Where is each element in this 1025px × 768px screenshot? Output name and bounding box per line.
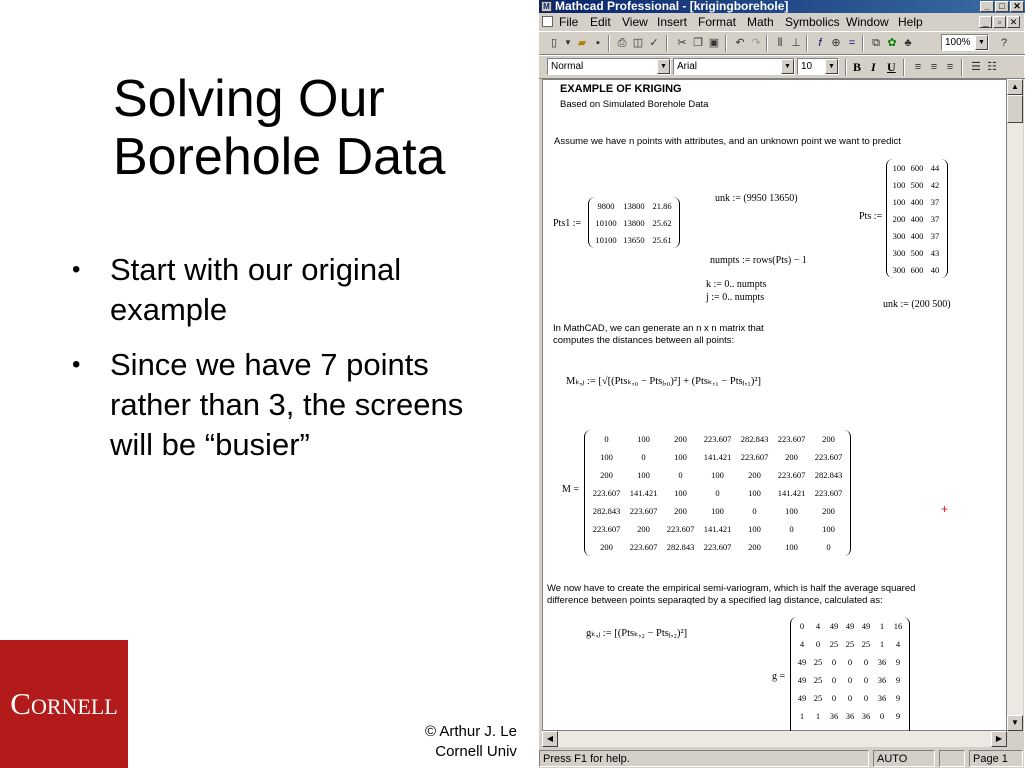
matrix-cell: 42 <box>930 179 940 190</box>
print-icon[interactable]: ⎙ <box>617 37 627 49</box>
matrix-cell: 25.61 <box>652 234 672 245</box>
matrix-row <box>588 484 847 502</box>
matrix-cell: 141.421 <box>703 524 732 534</box>
matrix-cell: 0 <box>847 675 853 685</box>
matrix-cell: 1 <box>815 711 821 721</box>
matrix-cell: 200 <box>637 524 650 534</box>
matrix-cell: 16 <box>893 621 903 631</box>
bullet-list-icon[interactable]: ☰ <box>971 61 981 73</box>
matrix-cell: 9 <box>895 693 901 703</box>
matrix-cell: 49 <box>845 621 855 631</box>
matrix-cell: 13800 <box>623 217 645 228</box>
matrix-cell: 300 <box>892 247 906 258</box>
document-icon[interactable] <box>542 16 553 27</box>
matrix-cell: 0 <box>863 675 869 685</box>
matrix-cell: 223.607 <box>777 470 806 480</box>
help-icon[interactable]: ? <box>1000 37 1008 49</box>
close-icon[interactable]: ✕ <box>1010 1 1024 12</box>
menu-math[interactable]: Math <box>747 15 774 29</box>
matrix-cell: 36 <box>877 675 887 685</box>
worksheet-subheading: Based on Simulated Borehole Data <box>560 99 709 110</box>
window-title: Mathcad Professional - [krigingborehole] <box>555 0 789 13</box>
matrix-cell: 25 <box>829 639 839 649</box>
scroll-up-icon[interactable]: ▲ <box>1007 79 1023 95</box>
matrix-cell: 282.843 <box>666 542 695 552</box>
unk-assignment-2: unk := (200 500) <box>883 299 951 310</box>
distance-formula: Mₖ,ⱼ := [√[(Ptsₖ,₀ − Ptsⱼ,₀)²] + (Ptsₖ,₁ − Ptsⱼ,₁)²] <box>566 376 762 387</box>
align-center-icon[interactable]: ≡ <box>930 61 938 73</box>
horizontal-scrollbar[interactable] <box>542 731 1007 747</box>
matrix-cell: 500 <box>910 247 924 258</box>
matrix-row <box>890 176 944 193</box>
matrix-cell: 200 <box>785 452 798 462</box>
j-range-definition: j := 0.. numpts <box>706 292 765 303</box>
matrix-row <box>588 520 847 538</box>
align-across-icon[interactable]: ⫴ <box>777 37 783 49</box>
matrix-cell: 4 <box>799 639 805 649</box>
cut-icon[interactable]: ✂ <box>677 37 687 49</box>
matrix-row <box>592 231 676 248</box>
align-right-icon[interactable]: ≡ <box>946 61 954 73</box>
matrix-cell: 100 <box>785 542 798 552</box>
style-select[interactable] <box>547 58 671 75</box>
new-document-icon[interactable]: ▯ <box>550 37 558 49</box>
distance-text-line-2: computes the distances between all points: <box>553 335 735 346</box>
matrix-cell: 0 <box>847 657 853 667</box>
matrix-cell: 0 <box>715 488 720 498</box>
matrix-cell: 600 <box>910 264 924 275</box>
matrix-cell: 13650 <box>623 234 645 245</box>
matrix-cell: 223.607 <box>629 542 658 552</box>
doc-minimize-icon[interactable]: _ <box>979 16 992 28</box>
pts1-label: Pts1 := <box>553 218 582 229</box>
insert-component-icon[interactable]: ⧉ <box>872 37 880 49</box>
font-size-value: 10 <box>801 61 813 72</box>
matrix-cell: 141.421 <box>703 452 732 462</box>
matrix-cell: 1 <box>799 711 805 721</box>
matrix-cell: 0 <box>879 711 885 721</box>
matrix-cell: 282.843 <box>814 470 843 480</box>
status-help-text: Press F1 for help. <box>539 750 869 767</box>
bullet-list <box>72 250 492 480</box>
matrix-cell: 9 <box>895 711 901 721</box>
slide-title <box>113 70 533 186</box>
matrix-cell: 0 <box>831 657 837 667</box>
g-label: g = <box>772 671 786 682</box>
matrix-row <box>588 430 847 448</box>
print-preview-icon[interactable]: ◫ <box>632 37 644 49</box>
semivariogram-text-line-2: difference between points separaqted by a specified lag distance, calculated as: <box>547 595 883 606</box>
matrix-cell: 100 <box>785 506 798 516</box>
matrix-cell: 0 <box>789 524 794 534</box>
chevron-down-icon[interactable]: ▼ <box>781 59 794 74</box>
matrix-cell: 25 <box>813 675 823 685</box>
bullet-item: • Start with our original example <box>72 250 492 330</box>
copy-icon[interactable]: ❐ <box>693 37 703 49</box>
matrix-cell: 36 <box>829 711 839 721</box>
matrix-cell: 44 <box>930 162 940 173</box>
matrix-cell: 141.421 <box>629 488 658 498</box>
matrix-cell: 37 <box>930 213 940 224</box>
bold-button[interactable]: B <box>853 60 862 74</box>
matrix-cell: 200 <box>600 470 613 480</box>
matrix-cell: 0 <box>863 657 869 667</box>
footer-line-1: © Arthur J. Le <box>425 723 517 740</box>
matrix-cell: 4 <box>895 639 901 649</box>
matrix-cell: 10100 <box>595 217 617 228</box>
doc-restore-icon[interactable]: ▫ <box>993 16 1006 28</box>
zoom-value: 100% <box>945 37 971 48</box>
matrix-cell: 0 <box>678 470 683 480</box>
matrix-cell: 223.607 <box>592 524 621 534</box>
menu-symbolics[interactable]: Symbolics <box>785 15 840 29</box>
matrix-row <box>794 689 906 707</box>
undo-icon[interactable]: ↶ <box>735 37 745 49</box>
copyright-footer <box>425 722 517 762</box>
k-range-definition: k := 0.. numpts <box>706 279 767 290</box>
matrix-cell: 600 <box>910 162 924 173</box>
intro-text: Assume we have n points with attributes, and an unknown point we want to predict <box>554 136 901 147</box>
matrix-row <box>890 210 944 227</box>
matrix-cell: 36 <box>845 711 855 721</box>
matrix-cell: 100 <box>674 452 687 462</box>
matrix-cell: 25 <box>861 639 871 649</box>
matrix-row <box>588 466 847 484</box>
matrix-row <box>794 617 906 635</box>
matrix-row <box>794 671 906 689</box>
chevron-down-icon[interactable]: ▼ <box>975 35 988 50</box>
matrix-cell: 43 <box>930 247 940 258</box>
formatting-toolbar <box>539 55 1025 79</box>
matrix-cell: 223.607 <box>814 488 843 498</box>
underline-button[interactable]: U <box>887 60 896 74</box>
matrix-cell: 223.607 <box>814 452 843 462</box>
insert-function-icon[interactable]: f <box>818 37 822 49</box>
matrix-cell: 100 <box>822 524 835 534</box>
distance-matrix <box>584 430 851 556</box>
font-size-select[interactable] <box>797 58 839 75</box>
matrix-row <box>890 159 944 176</box>
matrix-cell: 200 <box>748 542 761 552</box>
font-select[interactable] <box>673 58 795 75</box>
matrix-cell: 1 <box>879 621 885 631</box>
matrix-cell: 40 <box>930 264 940 275</box>
mathcad-window <box>538 0 1024 768</box>
matrix-cell: 0 <box>831 693 837 703</box>
bullet-item: • Since we have 7 points rather than 3, the screens will be “busier” <box>72 345 492 465</box>
matrix-cell: 200 <box>674 434 687 444</box>
semivariogram-matrix <box>790 617 910 743</box>
matrix-cell: 21.86 <box>652 200 672 211</box>
logo-text: Cornell <box>10 686 118 721</box>
matrix-cell: 25 <box>813 693 823 703</box>
matrix-cell: 100 <box>637 470 650 480</box>
title-bar[interactable] <box>539 0 1025 13</box>
chevron-down-icon[interactable]: ▼ <box>657 59 670 74</box>
matrix-cell: 200 <box>674 506 687 516</box>
menu-help[interactable]: Help <box>898 15 923 29</box>
matrix-row <box>890 227 944 244</box>
status-bar <box>539 749 1025 768</box>
pts-label: Pts := <box>859 211 883 222</box>
menu-view[interactable]: View <box>622 15 648 29</box>
paste-icon[interactable]: ▣ <box>708 37 720 49</box>
save-icon[interactable]: ▪ <box>596 37 600 49</box>
matrix-cell: 0 <box>831 675 837 685</box>
menu-format[interactable]: Format <box>698 15 737 29</box>
matrix-cell: 0 <box>641 452 646 462</box>
redo-icon[interactable]: ↷ <box>751 37 761 49</box>
menu-edit[interactable]: Edit <box>590 15 611 29</box>
matrix-cell: 300 <box>892 264 906 275</box>
matrix-row <box>890 244 944 261</box>
standard-toolbar <box>539 31 1025 55</box>
status-calc-mode: AUTO <box>873 750 935 767</box>
matrix-cell: 282.843 <box>740 434 769 444</box>
matrix-cell: 9 <box>895 657 901 667</box>
red-cursor-cross: + <box>941 502 949 516</box>
m-label: M = <box>562 484 580 495</box>
matrix-cell: 100 <box>637 434 650 444</box>
matrix-cell: 49 <box>797 675 807 685</box>
menu-insert[interactable]: Insert <box>657 15 688 29</box>
insert-unit-icon[interactable]: ⊕ <box>831 37 841 49</box>
numpts-definition: numpts := rows(Pts) − 1 <box>710 255 807 266</box>
style-value: Normal <box>551 61 584 72</box>
vertical-scrollbar[interactable] <box>1007 79 1023 731</box>
matrix-cell: 49 <box>797 693 807 703</box>
open-folder-icon[interactable]: ▰ <box>577 37 587 49</box>
matrix-cell: 49 <box>797 657 807 667</box>
matrix-row <box>794 707 906 725</box>
matrix-cell: 100 <box>711 506 724 516</box>
menu-bar <box>539 13 1025 31</box>
matrix-cell: 9800 <box>597 200 615 211</box>
mathcad-app-icon[interactable]: M <box>541 1 552 12</box>
matrix-cell: 500 <box>910 179 924 190</box>
calculate-icon[interactable]: = <box>848 37 856 49</box>
matrix-cell: 200 <box>600 542 613 552</box>
matrix-cell: 223.607 <box>740 452 769 462</box>
numbered-list-icon[interactable]: ☷ <box>987 61 997 73</box>
status-empty-cell <box>939 750 965 767</box>
slide-title-line-2: Borehole Data <box>113 128 446 186</box>
matrix-cell: 0 <box>815 639 821 649</box>
worksheet-heading: EXAMPLE OF KRIGING <box>560 83 682 95</box>
matrix-row <box>592 214 676 231</box>
matrix-cell: 400 <box>910 213 924 224</box>
semivariogram-formula: gₖ,ⱼ := [(Ptsₖ,₂ − Ptsⱼ,₂)²] <box>586 628 688 639</box>
matrix-cell: 200 <box>748 470 761 480</box>
matrix-cell: 4 <box>815 621 821 631</box>
matrix-cell: 100 <box>600 452 613 462</box>
matrix-cell: 223.607 <box>703 434 732 444</box>
matrix-row <box>592 197 676 214</box>
matrix-cell: 49 <box>861 621 871 631</box>
matrix-cell: 36 <box>877 693 887 703</box>
matrix-cell: 37 <box>930 196 940 207</box>
matrix-cell: 223.607 <box>666 524 695 534</box>
matrix-cell: 0 <box>752 506 757 516</box>
matrix-row <box>890 261 944 278</box>
cornell-logo <box>0 640 128 768</box>
matrix-cell: 100 <box>748 488 761 498</box>
matrix-cell: 36 <box>861 711 871 721</box>
matrix-cell: 100 <box>892 196 906 207</box>
align-left-icon[interactable]: ≡ <box>914 61 922 73</box>
matrix-cell: 25 <box>845 639 855 649</box>
matrix-cell: 37 <box>930 230 940 241</box>
matrix-cell: 223.607 <box>592 488 621 498</box>
doc-close-icon[interactable]: ✕ <box>1007 16 1020 28</box>
matrix-row <box>794 653 906 671</box>
footer-line-2: Cornell Univ <box>435 743 517 760</box>
matrix-cell: 400 <box>910 196 924 207</box>
matrix-cell: 200 <box>822 434 835 444</box>
matrix-cell: 0 <box>799 621 805 631</box>
scroll-right-icon[interactable]: ▶ <box>991 731 1007 747</box>
matrix-cell: 200 <box>822 506 835 516</box>
matrix-cell: 36 <box>877 657 887 667</box>
matrix-row <box>588 448 847 466</box>
matrix-cell: 223.607 <box>629 506 658 516</box>
matrix-cell: 0 <box>604 434 609 444</box>
matrix-cell: 25.62 <box>652 217 672 228</box>
menu-window[interactable]: Window <box>846 15 889 29</box>
pts-matrix <box>886 159 948 278</box>
matrix-cell: 200 <box>892 213 906 224</box>
zoom-select[interactable] <box>941 34 989 51</box>
maximize-icon[interactable]: □ <box>995 1 1009 12</box>
matrix-row <box>890 193 944 210</box>
matrix-cell: 9 <box>895 675 901 685</box>
matrix-cell: 100 <box>674 488 687 498</box>
matrix-cell: 13800 <box>623 200 645 211</box>
slide-title-line-1: Solving Our <box>113 70 385 128</box>
matrix-cell: 223.607 <box>777 434 806 444</box>
matrix-cell: 100 <box>892 162 906 173</box>
unk-assignment-1: unk := (9950 13650) <box>715 193 798 204</box>
font-value: Arial <box>677 61 698 72</box>
matrix-cell: 0 <box>847 693 853 703</box>
matrix-cell: 25 <box>813 657 823 667</box>
minimize-icon[interactable]: _ <box>980 1 994 12</box>
matrix-cell: 282.843 <box>592 506 621 516</box>
matrix-row <box>588 538 847 556</box>
matrix-cell: 400 <box>910 230 924 241</box>
matrix-cell: 223.607 <box>703 542 732 552</box>
collaboratory-icon[interactable]: ♣ <box>904 37 912 49</box>
italic-button[interactable]: I <box>871 60 876 74</box>
scroll-down-icon[interactable]: ▼ <box>1007 715 1023 731</box>
pts1-matrix <box>588 197 680 248</box>
worksheet[interactable] <box>542 79 1007 731</box>
status-page: Page 1 <box>969 750 1023 767</box>
scroll-thumb[interactable] <box>1007 95 1023 123</box>
matrix-cell: 100 <box>711 470 724 480</box>
new-dropdown-icon[interactable]: ▼ <box>564 38 572 47</box>
spell-check-icon[interactable]: ✓ <box>649 37 659 49</box>
matrix-cell: 0 <box>863 693 869 703</box>
matrix-cell: 0 <box>826 542 831 552</box>
matrix-row <box>794 635 906 653</box>
matrix-cell: 49 <box>829 621 839 631</box>
matrix-cell: 141.421 <box>777 488 806 498</box>
distance-text-line-1: In MathCAD, we can generate an n x n matrix that <box>553 323 764 334</box>
semivariogram-text-line-1: We now have to create the empirical semi-variogram, which is half the average squared <box>547 583 916 594</box>
matrix-cell: 10100 <box>595 234 617 245</box>
menu-file[interactable]: File <box>559 15 579 29</box>
matrix-cell: 100 <box>892 179 906 190</box>
matrix-cell: 100 <box>748 524 761 534</box>
resources-icon[interactable]: ✿ <box>887 37 897 49</box>
matrix-cell: 300 <box>892 230 906 241</box>
matrix-cell: 1 <box>879 639 885 649</box>
scroll-left-icon[interactable]: ◀ <box>542 731 558 747</box>
chevron-down-icon[interactable]: ▼ <box>825 59 838 74</box>
align-down-icon[interactable]: ⊥ <box>791 37 801 49</box>
matrix-row <box>588 502 847 520</box>
